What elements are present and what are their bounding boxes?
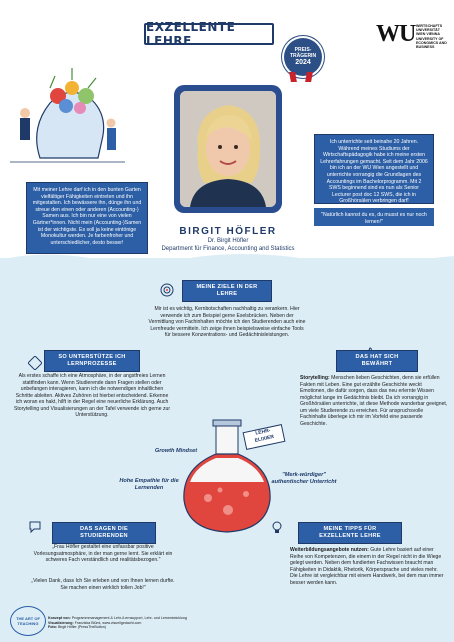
seal-line1: PREIS- [294,47,312,53]
art-of-teaching-badge: THE ART OF TEACHING [10,606,46,636]
tipps-lead: Weiterbildungsangebote nutzen: [290,547,369,553]
tipps-body: Gute Lehre basiert auf einer Reihe von Kompetenzen, die einem in der Regel nicht in die Wiege gelegt werden. Neben dem fundierten Fachwissen braucht man Fähigkeiten in Didaktik, Rhetorik, Körpersprache und vieles mehr. Die Lehre ist vergleichbar mit einem Handwerk, bei dem man immer besser werden kann. [290,547,444,586]
credit-line-2: Visualisierung: Franziska Blümi, www.visuellgedacht.com [48,620,142,625]
person-name: BIRGIT HÖFLER [179,226,277,237]
ziele-text: Mir ist es wichtig, Kernbotschaften nachhaltig zu verankern. Hier verwende ich zum Beispiel gerne Eselsbrücken. Neben der Vermittlung von Fachinhalten möchte ich den Studierenden auch eine Lernfreude vermitteln. Ich zeige ihnen beispielsweise einfache Tools für bessere Konzentrations- und Gedächtnisleistungen. [148,306,306,338]
award-seal [284,38,322,76]
footer-credits [48,616,248,630]
bewaehrt-body: Menschen lieben Geschichten, denn sie erfüllen Fakten mit Leben. Eine gut erzählte Geschichte weckt Emotionen, die dafür sorgen, dass das neu erlernte Wissen möglichst lange im Gedächtnis bleibt. Da ich vorrangig in Großhörsälen unterrichte, ist diese Methode wunderbar geeignet, um viele Studierende zu erreichen. Für anspruchsvolle Fachinhalte überlege ich mir im Vorfeld eine passende Geschichte. [300,375,448,427]
bewaehrt-lead: Storytelling: [300,375,330,381]
page-title: EXZELLENTE LEHRE [144,23,274,45]
intro-right-box: Ich unterrichte seit beinahe 20 Jahren. Während meines Studiums der Wirtschaftspädagogik habe ich meine ersten Lehrerfahrungen gemacht. Seit dem Jahr 2006 bin ich an der WU Wien angestellt und unterrichte vorrangig die Grundlagen des Accountings im Bachelorprogramm. Mit 2 SWS beginnend sind es nun als Senior Lecturer post doc 12 SWS, die ich in Großhörsälen verbringen darf! [314,134,434,204]
bewaehrt-text [300,375,448,427]
target-icon [160,283,174,297]
garden-head-illustration [10,58,125,178]
portrait-drawing [180,91,276,207]
logo-mark: WU [376,21,416,47]
seal-ribbon-right [305,72,313,82]
seal-line2: TRÄGERIN [289,53,317,59]
elixir-tag-line1: LEHR- [254,427,272,437]
person-department: Department für Finance, Accounting and Statistics [161,245,295,252]
speech-bubble-icon [28,520,42,534]
support-icon [28,356,42,370]
credit-line-3: Foto: Birgit Höfler (PressTheButton) [48,625,106,630]
prozesse-heading: SO UNTERSTÜTZE ICH LERNPROZESSE [44,350,140,372]
portrait-photo [180,91,276,207]
right-quote: "Natürlich kannst du es, du musst es nur noch lernen!" [314,208,434,226]
tipps-heading: MEINE TIPPS FÜR EXZELLENTE LEHRE [298,522,402,544]
studierende-quote-1: „Frau Höfler gestaltet eine unfassbar positive Vorlesungsatmosphäre, in der man gerne lernt. Sie erklärt ein schweres Fach verständlich und realitätsbezogen." [33,544,173,563]
label-empathie: Hohe Empathie für die Lernenden [119,478,179,491]
lightbulb-icon [270,520,284,534]
bewaehrt-heading: DAS HAT SICH BEWÄHRT [336,350,418,372]
credit-line-1: Konzept von: Programmmanagement & Lehr-/Lernsupport, Lehr- und Lernentwicklung [48,616,187,620]
logo-text: WIRTSCHAFTS UNIVERSITÄT WIEN VIENNA UNIVERSITY OF ECONOMICS AND BUSINESS [416,24,447,50]
wave-divider [0,245,454,268]
studierende-quote-2: „Vielen Dank, dass Ich Sie erleben und von Ihnen lernen durfte. Sie machen einen wirklich tollen Job!" [31,578,175,591]
tipps-text [290,547,446,586]
intro-left-box: Mit meiner Lehre darf ich in den bunten Garten vielfältiger Fähigkeiten eintreten und ihn mitgestalten. Ich bewässere ihn, dünge ihn und streue den einen oder anderen (Accounting-) Samen aus. Ich bin nur eine von vielen Gärtner*innen. Nicht mein (Accounting-)Samen ist der wichtigste. Es soll ja keine eintönige Monokultur werden. Je farbenfroher und unterschiedlicher, desto besser! [26,182,148,254]
elixir-tag-line2: ELIXIER [254,434,275,444]
ziele-heading: MEINE ZIELE IN DER LEHRE [182,280,272,302]
label-growth-mindset: Growth Mindset [154,448,198,454]
person-title: Dr. Birgit Höfler [207,238,249,244]
label-merk-wuerdig: "Merk-würdiger" authentischer Unterricht [271,472,337,485]
prozesse-text: Als erstes schaffe ich eine Atmosphäre, in der angstfreies Lernen stattfinden kann. Wenn Studierende dann Fragen stellen oder unbefangen interagieren, kann ich die notwendigen inhaltlichen Schritte ableiten. Aktives Zuhören ist hierbei entscheidend. Erkenne ich woran es hakt, hilft in der Regel eine neuerliche Erklärung. Auch Storytelling und Visualisierungen an der Tafel verwende ich gerne zur Unterstützung. [13,373,171,418]
wu-logo [376,22,446,62]
studierende-heading: DAS SAGEN DIE STUDIERENDEN [52,522,156,544]
seal-year: 2024 [295,59,311,66]
